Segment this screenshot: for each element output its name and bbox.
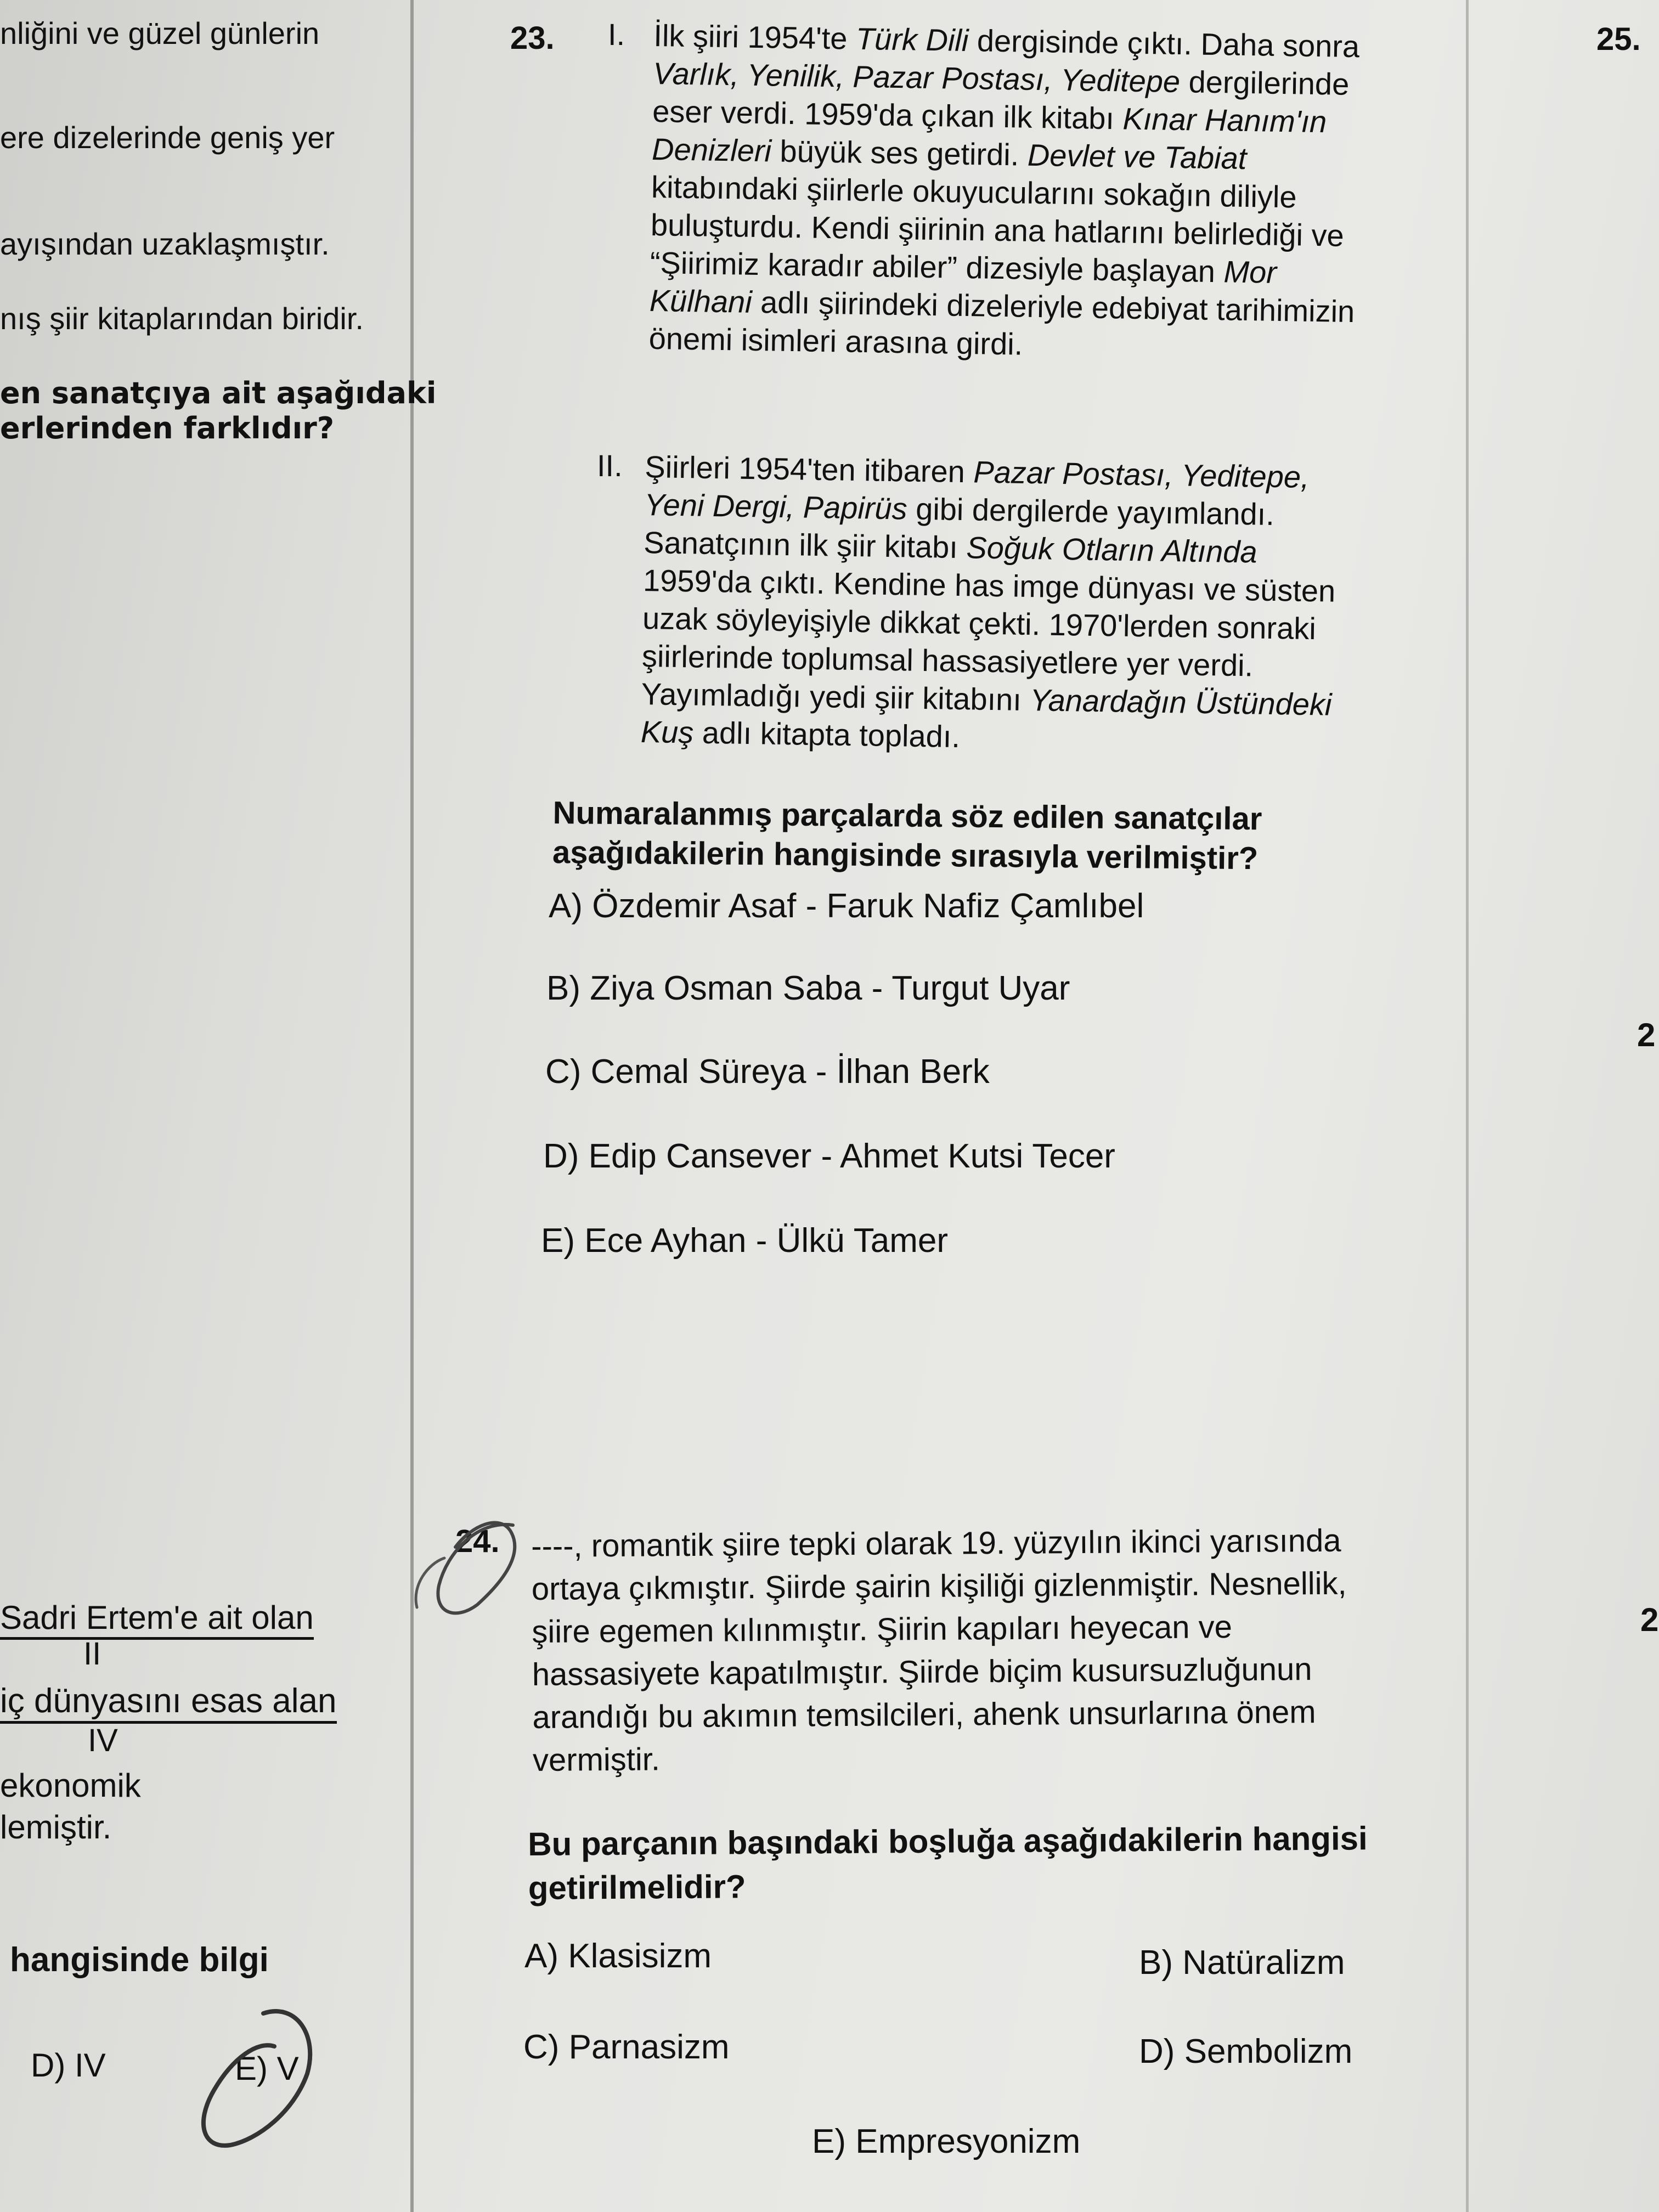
question-number-24: 24. bbox=[455, 1523, 500, 1559]
passage-line: vermiştir. bbox=[532, 1741, 661, 1778]
question-23-stem bbox=[552, 793, 1262, 878]
left-underlined-fragment bbox=[0, 1600, 314, 1636]
italic-title-text: Türk Dili bbox=[855, 21, 969, 58]
left-question-fragment: en sanatçıya ait aşağıdaki bbox=[0, 376, 437, 410]
passage-text: dergilerinde bbox=[1180, 64, 1350, 101]
left-fragment: lemiştir. bbox=[0, 1809, 112, 1846]
question-24-passage bbox=[531, 1520, 1348, 1782]
left-option-e[interactable]: E) V bbox=[235, 2050, 299, 2087]
passage-text: Yayımladığı yedi şiir kitabını bbox=[641, 676, 1030, 718]
left-question-fragment: hangisinde bilgi bbox=[10, 1941, 269, 1979]
option-c[interactable]: C) Cemal Süreya - İlhan Berk bbox=[545, 1053, 990, 1091]
passage-line: arandığı bu akımın temsilcileri, ahenk unsurlarına önem bbox=[532, 1694, 1316, 1735]
option-d[interactable]: D) Sembolizm bbox=[1139, 2033, 1353, 2070]
passage-line: şiire egemen kılınmıştır. Şiirin kapıları heyecan ve bbox=[532, 1609, 1233, 1650]
left-option-d[interactable]: D) IV bbox=[31, 2047, 106, 2084]
pencil-circle-mark bbox=[181, 1997, 324, 2156]
italic-title-text: Kuş bbox=[640, 714, 694, 750]
option-e[interactable]: E) Ece Ayhan - Ülkü Tamer bbox=[541, 1222, 949, 1260]
column-divider-right bbox=[1466, 0, 1469, 2212]
option-a[interactable]: A) Özdemir Asaf - Faruk Nafiz Çamlıbel bbox=[549, 887, 1144, 925]
italic-title-text: Yeni Dergi, Papirüs bbox=[644, 487, 908, 526]
underlined-text: Sadri Ertem'e ait olan bbox=[0, 1599, 314, 1640]
roman-numeral-label: IV bbox=[88, 1723, 118, 1758]
question-24-stem bbox=[528, 1816, 1368, 1910]
right-edge-fragment: 2 bbox=[1637, 1017, 1656, 1053]
right-edge-fragment: 2 bbox=[1640, 1601, 1659, 1638]
italic-title-text: Pazar Postası, Yeditepe, bbox=[973, 454, 1310, 495]
option-b[interactable]: B) Ziya Osman Saba - Turgut Uyar bbox=[546, 969, 1070, 1007]
passage-text: şiirlerinde toplumsal hassasiyetlere yer verdi. bbox=[641, 638, 1254, 683]
passage-text: önemi isimleri arasına girdi. bbox=[648, 320, 1023, 362]
passage-text: uzak söyleyişiyle dikkat çekti. 1970'lerden sonraki bbox=[642, 600, 1317, 646]
passage-text: Sanatçının ilk şiir kitabı bbox=[643, 524, 967, 565]
passage-text: dergisinde çıktı. Daha sonra bbox=[968, 23, 1360, 64]
passage-text: “Şiirimiz karadır abiler” dizesiyle başlayan bbox=[650, 245, 1224, 289]
question-number-23: 23. bbox=[510, 20, 555, 56]
passage-line: ortaya çıkmıştır. Şiirde şairin kişiliği gizlenmiştir. Nesnellik, bbox=[531, 1565, 1347, 1607]
option-c[interactable]: C) Parnasizm bbox=[523, 2028, 730, 2066]
left-underlined-fragment bbox=[0, 1683, 337, 1719]
italic-title-text: Soğuk Otların Altında bbox=[966, 530, 1258, 569]
passage-text: kitabındaki şiirlerle okuyucularını sokağın diliyle bbox=[651, 169, 1297, 215]
passage-text: gibi dergilerde yayımlandı. bbox=[907, 491, 1275, 532]
underlined-text: iç dünyasını esas alan bbox=[0, 1682, 337, 1724]
option-e[interactable]: E) Empresyonizm bbox=[812, 2123, 1081, 2160]
question-line: aşağıdakilerin hangisinde sırasıyla verilmiştir? bbox=[552, 834, 1259, 877]
option-a[interactable]: A) Klasisizm bbox=[524, 1937, 712, 1975]
passage-text: İlk şiiri 1954'te bbox=[653, 18, 856, 56]
pencil-scribble-mark bbox=[395, 1503, 538, 1629]
passage-i bbox=[648, 16, 1359, 368]
roman-numeral-label: II bbox=[83, 1636, 101, 1672]
passage-text: buluşturdu. Kendi şiirinin ana hatlarını belirlediği ve bbox=[650, 207, 1345, 253]
passage-ii bbox=[640, 448, 1338, 761]
italic-title-text: Yanardağın Üstündeki bbox=[1029, 682, 1332, 722]
passage-line: ----, romantik şiire tepki olarak 19. yüzyılın ikinci yarısında bbox=[531, 1522, 1341, 1564]
left-fragment: nış şiir kitaplarından biridir. bbox=[0, 301, 364, 336]
option-b[interactable]: B) Natüralizm bbox=[1139, 1944, 1345, 1982]
italic-title-text: Denizleri bbox=[651, 131, 772, 168]
italic-title-text: Kınar Hanım'ın bbox=[1122, 101, 1327, 139]
left-question-fragment: erlerinden farklıdır? bbox=[0, 411, 335, 445]
italic-title-text: Varlık, Yenilik, Pazar Postası, Yeditepe bbox=[652, 55, 1181, 99]
italic-title-text: Külhani bbox=[649, 283, 753, 319]
passage-text: eser verdi. 1959'da çıkan ilk kitabı bbox=[652, 93, 1124, 136]
question-line: Bu parçanın başındaki boşluğa aşağıdakilerin hangisi bbox=[528, 1820, 1368, 1863]
question-line: Numaralanmış parçalarda söz edilen sanatçılar bbox=[552, 794, 1262, 837]
passage-text: Şiirleri 1954'ten itibaren bbox=[644, 449, 974, 489]
option-d[interactable]: D) Edip Cansever - Ahmet Kutsi Tecer bbox=[543, 1137, 1115, 1175]
left-fragment: ere dizelerinde geniş yer bbox=[0, 120, 335, 155]
passage-text: büyük ses getirdi. bbox=[771, 133, 1028, 172]
left-fragment: nliğini ve güzel günlerin bbox=[0, 16, 320, 50]
left-fragment: ayışından uzaklaşmıştır. bbox=[0, 227, 330, 261]
passage-text: 1959'da çıktı. Kendine has imge dünyası ve süsten bbox=[642, 562, 1336, 608]
italic-title-text: Devlet ve Tabiat bbox=[1027, 137, 1247, 176]
passage-text: adlı kitapta topladı. bbox=[693, 715, 961, 754]
question-line: getirilmelidir? bbox=[528, 1868, 746, 1906]
passage-label-ii: II. bbox=[597, 448, 623, 483]
passage-text: adlı şiirindeki dizeleriyle edebiyat tarihimizin bbox=[752, 284, 1355, 329]
question-number-25: 25. bbox=[1596, 21, 1641, 57]
left-fragment: ekonomik bbox=[0, 1767, 141, 1804]
passage-label-i: I. bbox=[608, 17, 625, 52]
column-divider-left bbox=[410, 0, 414, 2212]
passage-line: hassasiyete kapatılmıştır. Şiirde biçim kusursuzluğunun bbox=[532, 1651, 1312, 1692]
italic-title-text: Mor bbox=[1223, 254, 1277, 290]
